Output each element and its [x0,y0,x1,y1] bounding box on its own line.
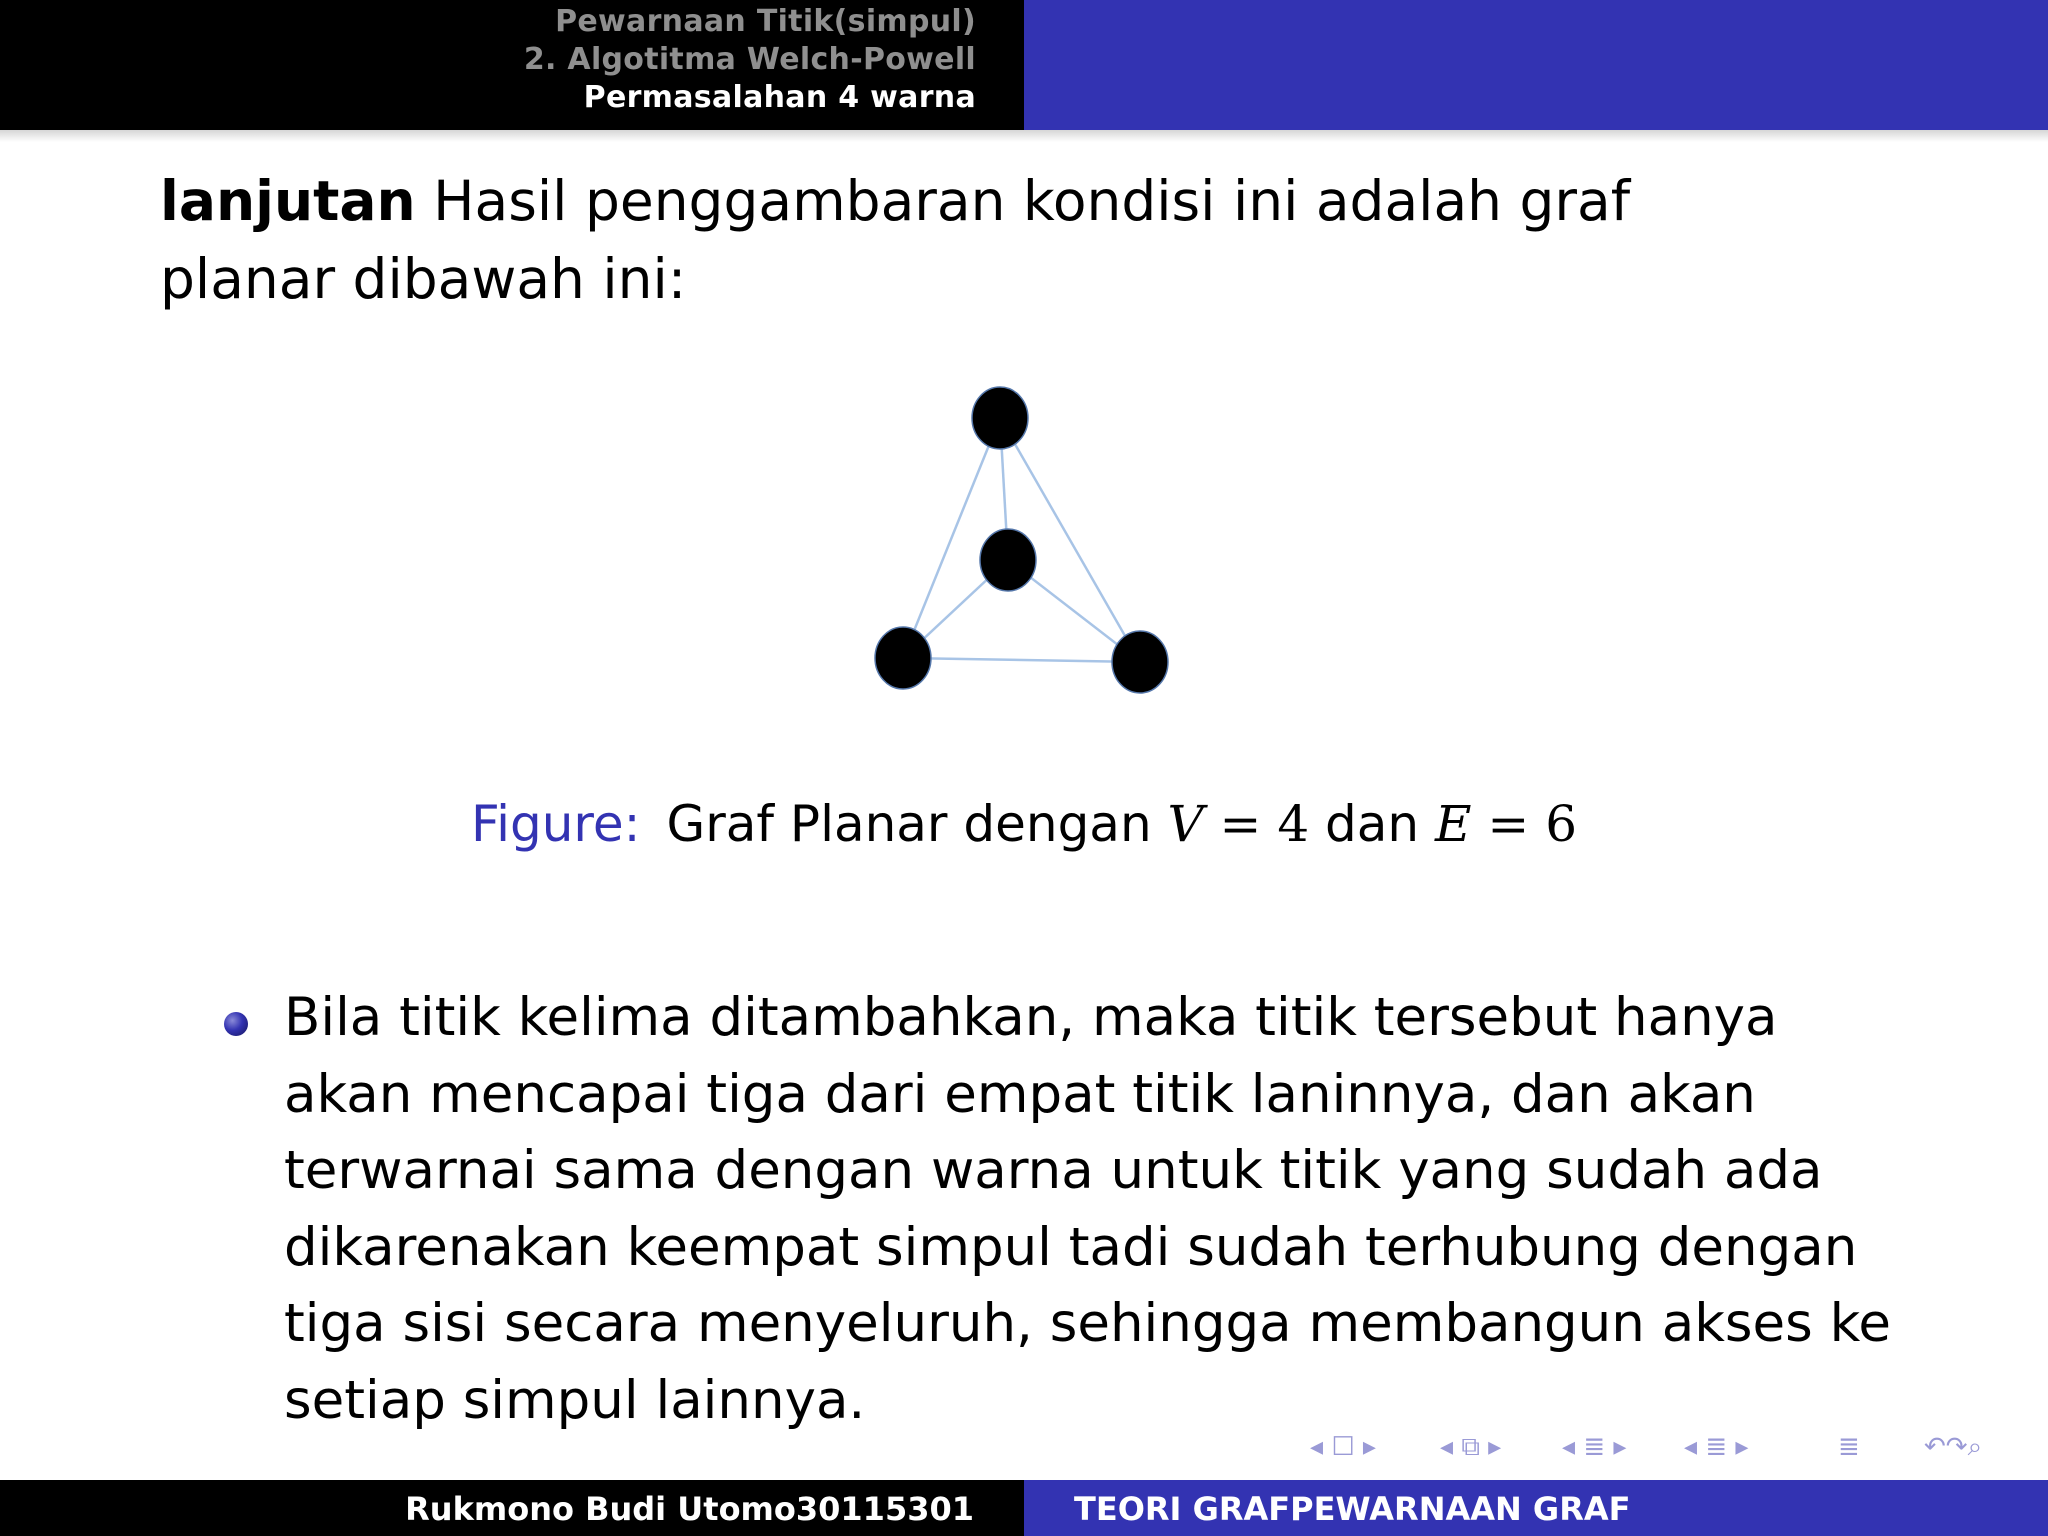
graph-vertex [1112,631,1168,693]
bullet-ball-icon [224,1012,248,1036]
caption-e-symbol: E [1435,795,1472,853]
footer-author: Rukmono Budi Utomo30115301 [405,1490,974,1528]
slide-footer [0,1480,2048,1536]
graph-vertex [972,387,1028,449]
nav-subsection-icon[interactable]: ◂ ⧉ ▸ [1440,1432,1502,1462]
intro-bold-label: lanjutan [160,169,416,233]
nav-search-icon[interactable]: ↶↷⌕ [1924,1432,1983,1462]
header-section[interactable]: Pewarnaan Titik(simpul) [555,4,976,39]
caption-e-value: = 6 [1471,795,1578,853]
graph-edge [903,658,1140,662]
planar-graph-figure [860,375,1180,705]
nav-section-icon[interactable]: ◂ ≣ ▸ [1562,1432,1627,1462]
header-current-subsection[interactable]: Permasalahan 4 warna [583,80,976,115]
caption-dan: dan [1309,795,1436,853]
graph-edge [903,418,1000,658]
graph-vertex [875,627,931,689]
footer-left-panel [0,1480,1024,1536]
nav-frame-icon[interactable]: ◂ ☐ ▸ [1310,1432,1376,1462]
caption-v-value: = 4 [1203,795,1310,853]
caption-text: Graf Planar dengan [666,795,1152,853]
figure-label: Figure: [470,795,641,853]
nav-outline-icon[interactable]: ◂ ≣ ▸ [1684,1432,1749,1462]
intro-paragraph [160,162,1760,318]
figure-caption [0,795,2048,853]
nav-appendix-icon[interactable]: ≣ [1838,1432,1860,1462]
slide-header [0,0,2048,130]
header-subsection[interactable]: 2. Algotitma Welch-Powell [523,42,976,77]
intro-text: Hasil penggambaran kondisi ini adalah graf planar dibawah ini: [160,169,1631,311]
header-right-panel [1024,0,2048,130]
header-shadow [0,130,2048,142]
header-left-panel [0,0,1024,130]
caption-v-symbol: V [1167,795,1204,853]
navigation-bar [1310,1432,2030,1468]
bullet-item [218,980,1898,1439]
footer-right-panel [1024,1480,2048,1536]
graph-vertex [980,529,1036,591]
bullet-text: Bila titik kelima ditambahkan, maka titik tersebut hanya akan mencapai tiga dari empat titik laninnya, dan akan terwarnai sama dengan warna untuk titik yang sudah ada dikarenakan keempat simpul tadi sudah terhubung dengan tiga sisi secara menyeluruh, sehingga membangun akses ke setiap simpul lainnya. [284,987,1891,1431]
footer-title: TEORI GRAFPEWARNAAN GRAF [1074,1490,1631,1528]
